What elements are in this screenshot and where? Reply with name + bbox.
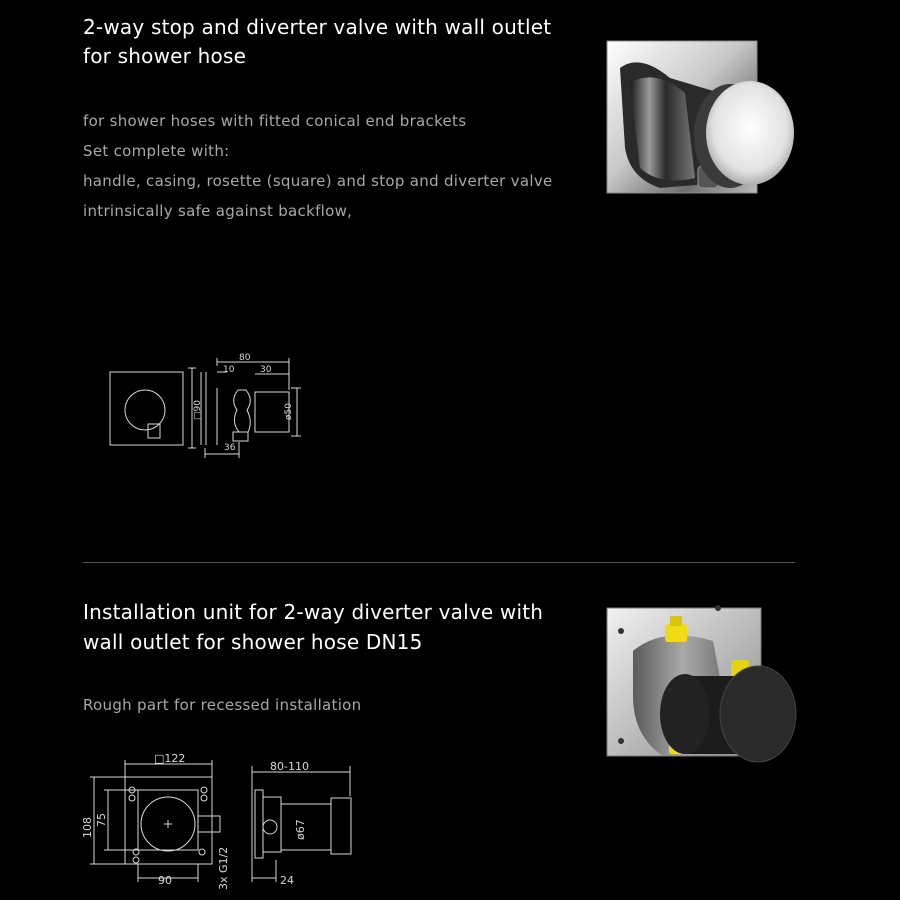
product-1-title-line2: for shower hose: [83, 44, 247, 68]
product-2-title: [83, 597, 543, 657]
dim-diameter-67-label: ø67: [294, 819, 307, 840]
dim-thread-label: 3x G1/2: [217, 846, 230, 890]
dim-30-label: 30: [260, 365, 272, 375]
section-divider: [83, 562, 795, 563]
product-1-technical-drawing: [105, 350, 305, 465]
dim-square-122-label: □122: [154, 752, 186, 765]
dim-square-label: □90: [193, 400, 203, 420]
dim-75-label: 75: [95, 813, 108, 827]
product-2-title-line1: Installation unit for 2-way diverter valve with: [83, 600, 544, 624]
product-1-title: [83, 13, 551, 71]
dim-80-label: 80: [239, 353, 251, 363]
product-1-title-line1: 2-way stop and diverter valve with wall outlet: [83, 15, 552, 39]
product-1-valve-image: [600, 38, 800, 198]
dim-10-label: 10: [223, 365, 235, 375]
product-2-installation-unit-image: [603, 596, 803, 764]
product-2-title-line2: wall outlet for shower hose DN15: [83, 630, 423, 654]
dim-90-label: 90: [158, 874, 172, 887]
product-1-desc-line: handle, casing, rosette (square) and stop and diverter valve: [83, 172, 553, 190]
dim-36-label: 36: [224, 443, 236, 453]
product-1-desc-line: Set complete with:: [83, 142, 230, 160]
product-1-desc-line: for shower hoses with fitted conical end brackets: [83, 112, 467, 130]
product-2-description: [83, 690, 361, 720]
dim-diameter-label: ø50: [284, 403, 294, 420]
dim-range-label: 80-110: [270, 760, 309, 773]
product-2-front-drawing: [80, 752, 240, 892]
dim-24-label: 24: [280, 874, 294, 887]
product-2-desc-line: Rough part for recessed installation: [83, 696, 362, 714]
product-1-description: [83, 106, 553, 226]
product-2-side-drawing: [240, 752, 360, 892]
dim-108-label: 108: [81, 817, 94, 838]
product-1-desc-line: intrinsically safe against backflow,: [83, 202, 353, 220]
